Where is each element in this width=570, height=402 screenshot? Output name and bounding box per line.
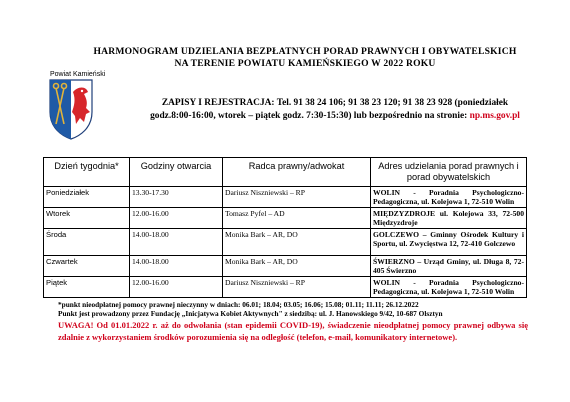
document-title-line1: HARMONOGRAM UDZIELANIA BEZPŁATNYCH PORAD PRAWNYCH I OBYWATELSKICH [93,46,517,57]
table-row [44,277,527,298]
cell-address: WOLIN - Poradnia Psychologiczno-Pedagogiczna, ul. Kolejowa 1, 72-510 Wolin [371,277,527,298]
cell-day: Piątek [44,277,130,298]
cell-day: Czwartek [44,256,130,277]
griffin-coat-of-arms-icon [48,78,94,140]
closed-days-note: *punkt nieodpłatnej pomocy prawnej nieczynny w dniach: 06.01; 18.04; 03.05; 16.06; 15.08; 01.11; 11.11; 26.12.2022 [58,300,419,309]
cell-address: GOLCZEWO – Gminny Ośrodek Kultury i Sportu, ul. Zwycięstwa 12, 72-410 Golczewo [371,229,527,256]
cell-lawyer: Dariusz Niszniewski – RP [223,277,371,298]
cell-hours: 14.00-18.00 [130,256,223,277]
county-label: Powiat Kamieński [50,71,106,78]
header-day: Dzień tygodnia* [44,158,130,187]
registration-line1: ZAPISY I REJESTRACJA: Tel. 91 38 24 106; 91 38 23 120; 91 38 23 928 (poniedziałek [161,98,509,108]
cell-lawyer: Tomasz Pyfel – AD [223,208,371,229]
registration-line2: godz.8:00-16:00, wtorek – piątek godz. 7:30-15:30) lub bezpośrednio na stronie: [150,111,470,121]
cell-day: Poniedziałek [44,187,130,208]
cell-hours: 12.00-16.00 [130,208,223,229]
table-row [44,256,527,277]
cell-address: ŚWIERZNO – Urząd Gminy, ul. Długa 8, 72-405 Świerzno [371,256,527,277]
table-row [44,229,527,256]
registration-info [100,97,570,123]
cell-lawyer: Dariusz Niszniewski – RP [223,187,371,208]
document-title-line2: NA TERENIE POWIATU KAMIEŃSKIEGO W 2022 ROKU [174,58,436,69]
cell-lawyer: Monika Bark – AR, DO [223,229,371,256]
covid-warning: UWAGA! Od 01.01.2022 r. aż do odwołania (stan epidemii COVID-19), świadczenie nieodpłatnej pomocy prawnej odbywa się zdalnie z wykorzystaniem środków porozumienia się na odległość (telefon, e-mail, komunikatory internetowe). [58,320,528,342]
registration-link[interactable]: np.ms.gov.pl [469,111,520,121]
header-lawyer: Radca prawny/adwokat [223,158,371,187]
table-row [44,208,527,229]
cell-day: Środa [44,229,130,256]
cell-lawyer: Monika Bark – AR, DO [223,256,371,277]
cell-day: Wtorek [44,208,130,229]
cell-address: WOLIN - Poradnia Psychologiczno-Pedagogiczna, ul. Kolejowa 1, 72-510 Wolin [371,187,527,208]
cell-hours: 13.30-17.30 [130,187,223,208]
table-row [44,187,527,208]
operator-note: Punkt jest prowadzony przez Fundację „Inicjatywa Kobiet Aktywnych" z siedzibą: ul. J. Hanowskiego 9/42, 10-687 Olsztyn [58,309,443,318]
cell-hours: 14.00-18.00 [130,229,223,256]
header-hours: Godziny otwarcia [130,158,223,187]
schedule-table [43,157,527,298]
header-address: Adres udzielania porad prawnych i porad obywatelskich [371,158,527,187]
cell-address: MIĘDZYZDROJE ul. Kolejowa 33, 72-500 Międzyzdroje [371,208,527,229]
cell-hours: 12.00-16.00 [130,277,223,298]
